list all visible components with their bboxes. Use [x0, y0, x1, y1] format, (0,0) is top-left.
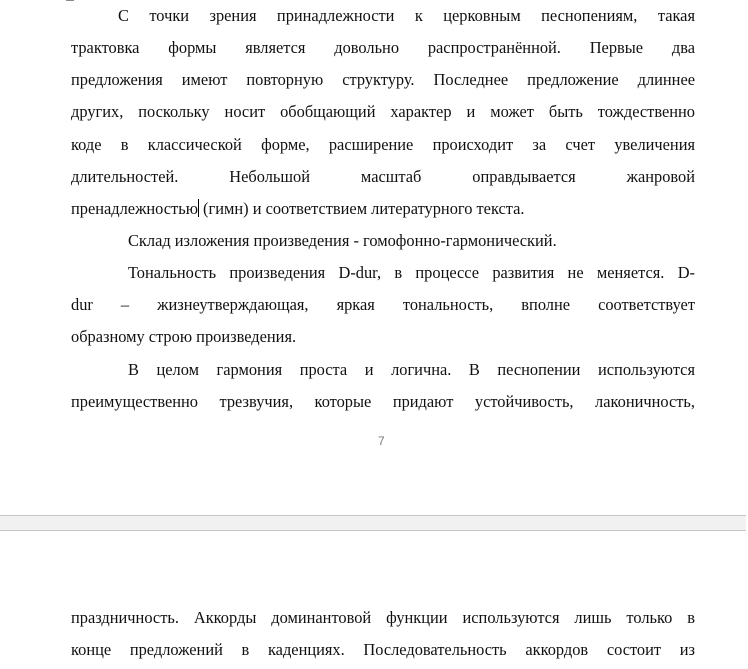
text-line[interactable]: конце предложений в каденциях. Последовательность аккордов состоит из — [71, 640, 695, 659]
text-line[interactable]: С точки зрения принадлежности к церковным песнопениям, такая — [118, 6, 695, 25]
page-number: 7 — [378, 434, 385, 448]
page-corner-mark — [66, 0, 74, 1]
document-page-8[interactable] — [0, 531, 746, 669]
text-line[interactable]: преимущественно трезвучия, которые придают устойчивость, лаконичность, — [71, 392, 695, 411]
text-line[interactable]: праздничность. Аккорды доминантовой функции используются лишь только в — [71, 608, 695, 627]
text-line[interactable]: коде в классической форме, расширение происходит за счет увеличения — [71, 135, 695, 154]
text-fragment: пренадлежностью — [71, 199, 198, 218]
text-line[interactable]: трактовка формы является довольно распространённой. Первые два — [71, 38, 695, 57]
text-line[interactable]: Тональность произведения D-dur, в процессе развития не меняется. D- — [128, 263, 695, 282]
text-line[interactable]: других, поскольку носит обобщающий характер и может быть тождественно — [71, 102, 695, 121]
text-line[interactable]: dur – жизнеутверждающая, яркая тональность, вполне соответствует — [71, 295, 695, 314]
text-line[interactable]: длительностей. Небольшой масштаб оправдывается жанровой — [71, 167, 695, 186]
text-fragment: (гимн) и соответствием литературного текста. — [198, 199, 525, 218]
text-line[interactable]: предложения имеют повторную структуру. Последнее предложение длиннее — [71, 70, 695, 89]
page-separator — [0, 515, 746, 531]
text-line[interactable] — [71, 193, 695, 225]
text-line[interactable]: В целом гармония проста и логична. В песнопении используются — [128, 360, 695, 379]
text-line[interactable]: Склад изложения произведения - гомофонно-гармонический. — [128, 231, 557, 250]
text-line[interactable]: образному строю произведения. — [71, 327, 297, 346]
